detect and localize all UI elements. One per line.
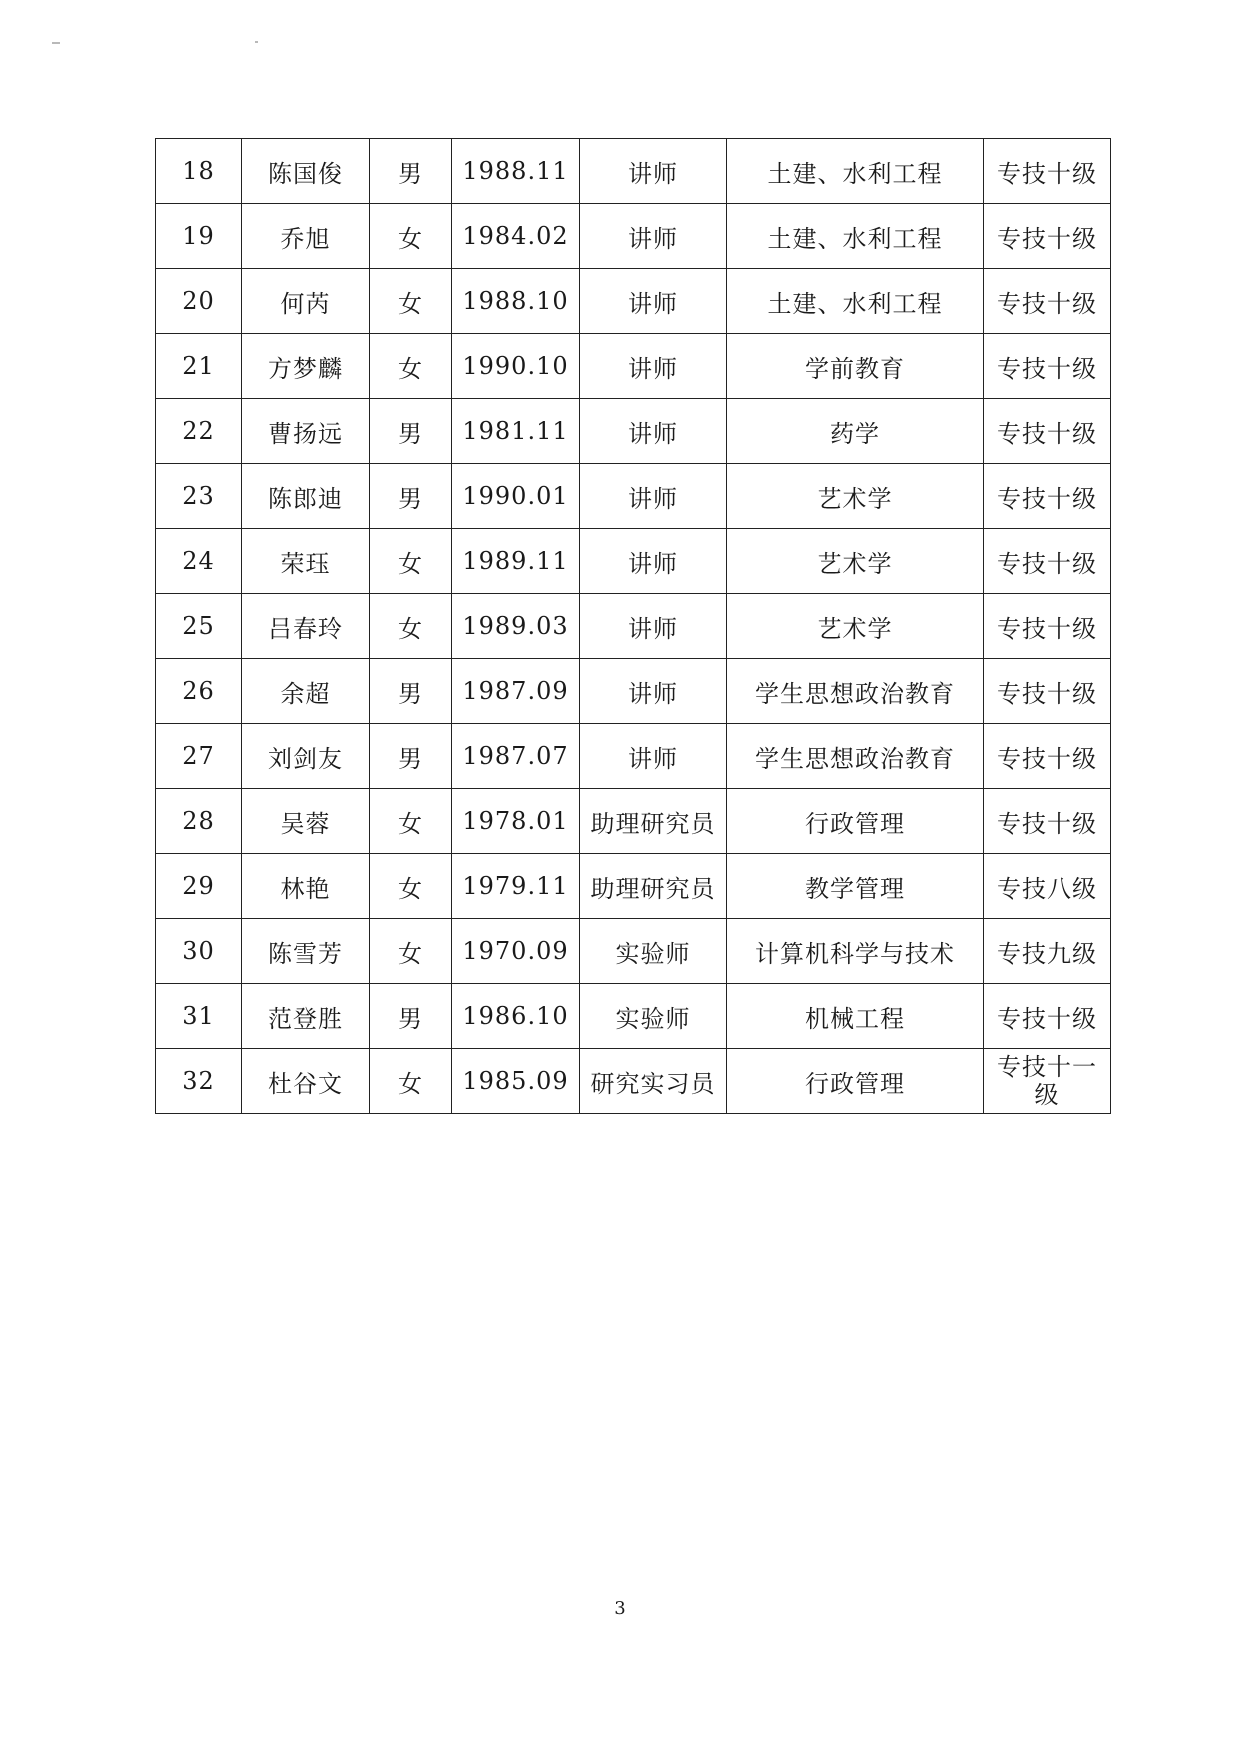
- grade-cell: 专技十一级: [984, 1049, 1111, 1114]
- table-row: [156, 269, 1111, 334]
- serial-number-cell: 21: [156, 334, 242, 399]
- name-cell: 陈雪芳: [242, 919, 370, 984]
- table-row: [156, 399, 1111, 464]
- scan-mark: [255, 41, 258, 43]
- serial-number-cell: 25: [156, 594, 242, 659]
- gender-cell: 女: [370, 204, 452, 269]
- birth-date-cell: 1970.09: [452, 919, 580, 984]
- job-title-cell: 助理研究员: [580, 854, 727, 919]
- serial-number-cell: 20: [156, 269, 242, 334]
- name-cell: 杜谷文: [242, 1049, 370, 1114]
- table-row: [156, 204, 1111, 269]
- birth-date-cell: 1985.09: [452, 1049, 580, 1114]
- table-row: [156, 594, 1111, 659]
- birth-date-cell: 1979.11: [452, 854, 580, 919]
- gender-cell: 男: [370, 464, 452, 529]
- job-title-cell: 研究实习员: [580, 1049, 727, 1114]
- birth-date-cell: 1981.11: [452, 399, 580, 464]
- discipline-cell: 机械工程: [727, 984, 984, 1049]
- gender-cell: 女: [370, 919, 452, 984]
- grade-cell: 专技十级: [984, 269, 1111, 334]
- gender-cell: 女: [370, 334, 452, 399]
- job-title-cell: 实验师: [580, 919, 727, 984]
- job-title-cell: 讲师: [580, 529, 727, 594]
- discipline-cell: 行政管理: [727, 1049, 984, 1114]
- job-title-cell: 助理研究员: [580, 789, 727, 854]
- discipline-cell: 教学管理: [727, 854, 984, 919]
- grade-cell: 专技十级: [984, 334, 1111, 399]
- table-row: [156, 724, 1111, 789]
- name-cell: 陈郎迪: [242, 464, 370, 529]
- name-cell: 林艳: [242, 854, 370, 919]
- name-cell: 方梦麟: [242, 334, 370, 399]
- table-row: [156, 789, 1111, 854]
- table-row: [156, 529, 1111, 594]
- personnel-table: [155, 138, 1111, 1114]
- serial-number-cell: 23: [156, 464, 242, 529]
- page-number: 3: [614, 1598, 626, 1619]
- discipline-cell: 药学: [727, 399, 984, 464]
- birth-date-cell: 1990.01: [452, 464, 580, 529]
- serial-number-cell: 18: [156, 139, 242, 204]
- name-cell: 陈国俊: [242, 139, 370, 204]
- serial-number-cell: 24: [156, 529, 242, 594]
- grade-cell: 专技十级: [984, 724, 1111, 789]
- discipline-cell: 土建、水利工程: [727, 204, 984, 269]
- job-title-cell: 讲师: [580, 139, 727, 204]
- job-title-cell: 讲师: [580, 659, 727, 724]
- job-title-cell: 讲师: [580, 399, 727, 464]
- scan-mark: [52, 42, 60, 44]
- gender-cell: 女: [370, 269, 452, 334]
- personnel-table-body: [156, 139, 1111, 1114]
- grade-cell: 专技八级: [984, 854, 1111, 919]
- birth-date-cell: 1989.11: [452, 529, 580, 594]
- gender-cell: 男: [370, 399, 452, 464]
- gender-cell: 男: [370, 659, 452, 724]
- grade-cell: 专技十级: [984, 659, 1111, 724]
- job-title-cell: 讲师: [580, 724, 727, 789]
- gender-cell: 女: [370, 594, 452, 659]
- name-cell: 吕春玲: [242, 594, 370, 659]
- birth-date-cell: 1988.10: [452, 269, 580, 334]
- name-cell: 余超: [242, 659, 370, 724]
- gender-cell: 男: [370, 139, 452, 204]
- gender-cell: 男: [370, 984, 452, 1049]
- table-row: [156, 139, 1111, 204]
- discipline-cell: 计算机科学与技术: [727, 919, 984, 984]
- gender-cell: 女: [370, 1049, 452, 1114]
- job-title-cell: 讲师: [580, 204, 727, 269]
- name-cell: 吴蓉: [242, 789, 370, 854]
- birth-date-cell: 1989.03: [452, 594, 580, 659]
- table-row: [156, 984, 1111, 1049]
- table-row: [156, 1049, 1111, 1114]
- discipline-cell: 学前教育: [727, 334, 984, 399]
- grade-cell: 专技十级: [984, 984, 1111, 1049]
- serial-number-cell: 27: [156, 724, 242, 789]
- name-cell: 荣珏: [242, 529, 370, 594]
- serial-number-cell: 29: [156, 854, 242, 919]
- gender-cell: 女: [370, 529, 452, 594]
- gender-cell: 女: [370, 789, 452, 854]
- birth-date-cell: 1987.09: [452, 659, 580, 724]
- table-row: [156, 854, 1111, 919]
- discipline-cell: 学生思想政治教育: [727, 659, 984, 724]
- name-cell: 曹扬远: [242, 399, 370, 464]
- birth-date-cell: 1987.07: [452, 724, 580, 789]
- serial-number-cell: 30: [156, 919, 242, 984]
- name-cell: 何芮: [242, 269, 370, 334]
- job-title-cell: 讲师: [580, 334, 727, 399]
- grade-cell: 专技十级: [984, 594, 1111, 659]
- birth-date-cell: 1984.02: [452, 204, 580, 269]
- serial-number-cell: 22: [156, 399, 242, 464]
- discipline-cell: 土建、水利工程: [727, 269, 984, 334]
- discipline-cell: 艺术学: [727, 464, 984, 529]
- table-row: [156, 659, 1111, 724]
- job-title-cell: 讲师: [580, 269, 727, 334]
- discipline-cell: 艺术学: [727, 529, 984, 594]
- job-title-cell: 实验师: [580, 984, 727, 1049]
- grade-cell: 专技十级: [984, 139, 1111, 204]
- grade-cell: 专技九级: [984, 919, 1111, 984]
- serial-number-cell: 28: [156, 789, 242, 854]
- birth-date-cell: 1990.10: [452, 334, 580, 399]
- discipline-cell: 行政管理: [727, 789, 984, 854]
- table-row: [156, 919, 1111, 984]
- grade-cell: 专技十级: [984, 204, 1111, 269]
- job-title-cell: 讲师: [580, 464, 727, 529]
- serial-number-cell: 31: [156, 984, 242, 1049]
- grade-cell: 专技十级: [984, 529, 1111, 594]
- serial-number-cell: 19: [156, 204, 242, 269]
- name-cell: 乔旭: [242, 204, 370, 269]
- grade-cell: 专技十级: [984, 464, 1111, 529]
- birth-date-cell: 1986.10: [452, 984, 580, 1049]
- discipline-cell: 土建、水利工程: [727, 139, 984, 204]
- birth-date-cell: 1978.01: [452, 789, 580, 854]
- job-title-cell: 讲师: [580, 594, 727, 659]
- grade-cell: 专技十级: [984, 399, 1111, 464]
- discipline-cell: 学生思想政治教育: [727, 724, 984, 789]
- birth-date-cell: 1988.11: [452, 139, 580, 204]
- name-cell: 刘剑友: [242, 724, 370, 789]
- serial-number-cell: 26: [156, 659, 242, 724]
- name-cell: 范登胜: [242, 984, 370, 1049]
- table-row: [156, 334, 1111, 399]
- grade-cell: 专技十级: [984, 789, 1111, 854]
- serial-number-cell: 32: [156, 1049, 242, 1114]
- table-row: [156, 464, 1111, 529]
- gender-cell: 女: [370, 854, 452, 919]
- discipline-cell: 艺术学: [727, 594, 984, 659]
- gender-cell: 男: [370, 724, 452, 789]
